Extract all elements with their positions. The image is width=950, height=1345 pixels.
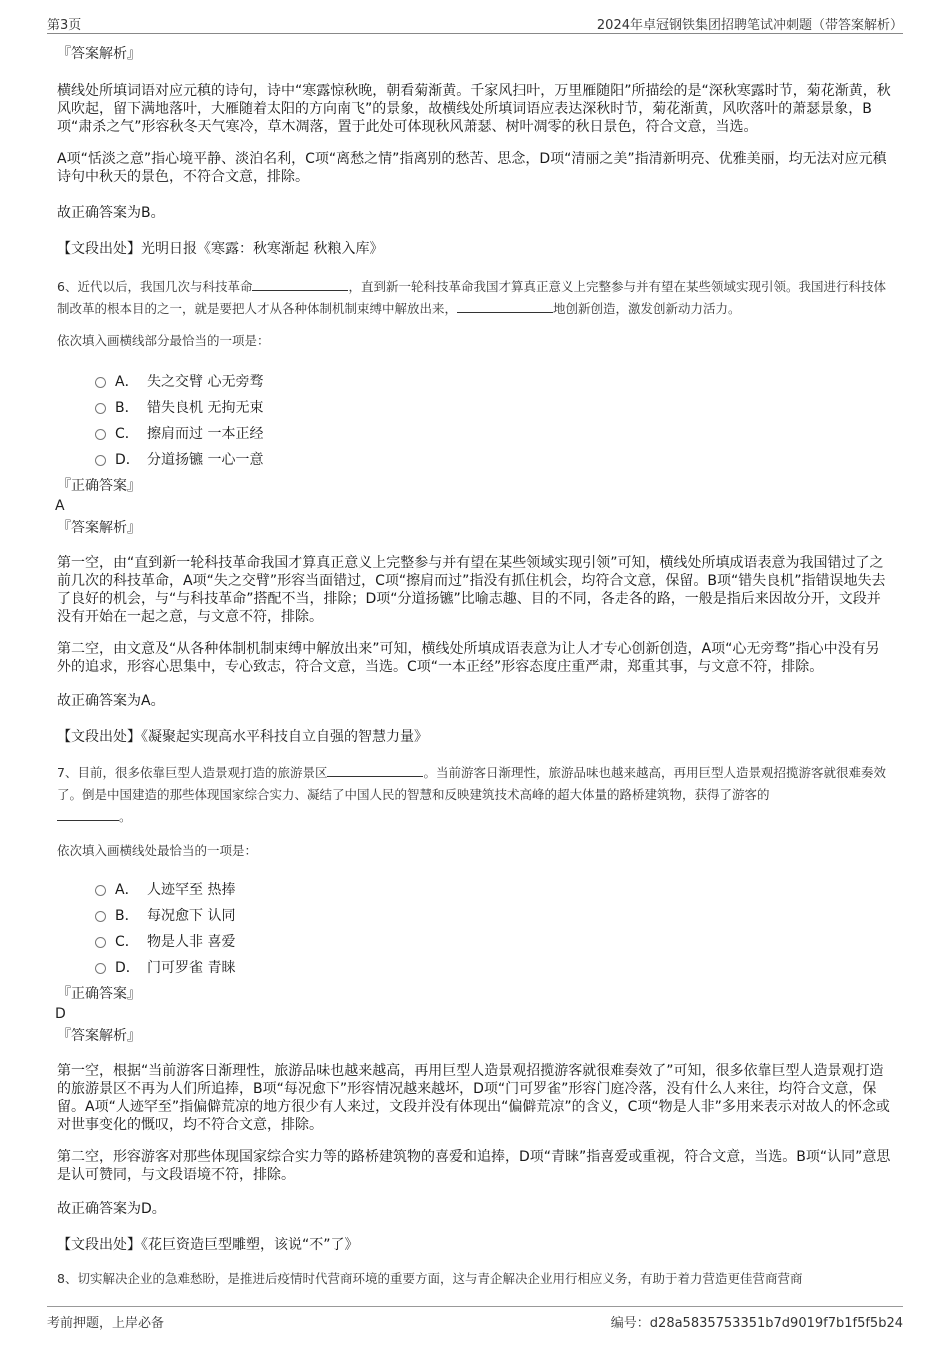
header-divider <box>47 33 903 34</box>
document-id: 编号：d28a5835753351b7d9019f7b1f5f5b24 <box>610 1316 903 1331</box>
correct-answer: D <box>55 1006 66 1022</box>
question-prompt: 依次填入画横线部分最恰当的一项是： <box>57 333 270 348</box>
correct-answer: A <box>55 498 65 514</box>
analysis-label: 『答案解析』 <box>57 520 141 536</box>
option-c[interactable]: C． 物是人非 喜爱 <box>95 928 892 954</box>
analysis-paragraph: 第一空，根据“当前游客日渐理性，旅游品味也越来越高，再用巨型人造景观招揽游客就很难奏效了”可知，很多依靠巨型人造景观打造的旅游景区不再为人们所追捧，B项“每况愈下”形容情况越来越坏，D项“门可罗雀”形容门庭冷落，没有什么人来往，均符合文意，保留。A项“人迹罕至”指偏僻荒凉的地方很少有人来过，文段并没有体现出“偏僻荒凉”的含义，C项“物是人非”多用来表示对故人的怀念或对世事变化的慨叹，均不符合文意，排除。 <box>57 1063 890 1133</box>
analysis-paragraph: 横线处所填词语对应元稹的诗句，诗中“寒露惊秋晚，朝看菊渐黄。千家风扫叶，万里雁随阳”所描绘的是“深秋寒露时节，菊花渐黄，秋风吹起，留下满地落叶，大雁随着太阳的方向南飞”的景象，故横线处所填词语应表达深秋时节，菊花渐黄，风吹落叶的萧瑟景象，B项“肃杀之气”形容秋冬天气寒冷，草木凋落，置于此处可体现秋风萧瑟、树叶凋零的秋日景色，符合文意，当选。 <box>57 83 891 135</box>
analysis-paragraph: 第二空，形容游客对那些体现国家综合实力等的路桥建筑物的喜爱和追捧，D项“青睐”指喜爱或重视，符合文意，当选。B项“认同”意思是认可赞同，与文段语境不符，排除。 <box>57 1149 891 1183</box>
option-list <box>95 876 892 980</box>
analysis-paragraph: 第二空，由文意及“从各种体制机制束缚中解放出来”可知，横线处所填成语表意为让人才专心创新创造，A项“心无旁骛”指心中没有另外的追求，形容心思集中，专心致志，符合文意，当选。C项“一本正经”形容态度庄重严肃，郑重其事，与文意不符，排除。 <box>57 641 880 675</box>
analysis-paragraph: A项“恬淡之意”指心境平静、淡泊名利，C项“离愁之情”指离别的愁苦、思念，D项“清丽之美”指清新明亮、优雅美丽，均无法对应元稹诗句中秋天的景色，不符合文意，排除。 <box>57 151 887 185</box>
option-b[interactable]: B． 每况愈下 认同 <box>95 902 892 928</box>
source-citation: 【文段出处】光明日报《寒露：秋寒渐起 秋粮入库》 <box>57 241 384 257</box>
option-d[interactable]: D． 门可罗雀 青睐 <box>95 954 892 980</box>
conclusion: 故正确答案为B。 <box>57 205 165 221</box>
radio-icon[interactable] <box>95 963 106 974</box>
analysis-paragraph: 第一空，由“直到新一轮科技革命我国才算真正意义上完整参与并有望在某些领域实现引领”可知，横线处所填成语表意为我国错过了之前几次的科技革命，A项“失之交臂”形容当面错过，C项“擦肩而过”指没有抓住机会，均符合文意，保留。B项“错失良机”指错误地失去了良好的机会，与“与科技革命”搭配不当，排除；D项“分道扬镳”比喻志趣、目的不同，各走各的路，一般是指后来因故分开，文段并没有开始在一起之意，与文意不符，排除。 <box>57 555 886 625</box>
page-number: 第3页 <box>47 18 82 33</box>
question-stem: 6、近代以后，我国几次与科技革命 ，直到新一轮科技革命我国才算真正意义上完整参与并有望在某些领域实现引领。我国进行科技体制改革的根本目的之一，就是要把人才从各种体制机制束缚中解放出来， 地创新创造，激发创新动力活力。 <box>57 279 886 316</box>
option-list <box>95 368 892 472</box>
option-a[interactable]: A． 失之交臂 心无旁骛 <box>95 368 892 394</box>
question-stem: 7、目前，很多依靠巨型人造景观打造的旅游景区 。当前游客日渐理性，旅游品味也越来越高，再用巨型人造景观招揽游客就很难奏效了。倒是中国建造的那些体现国家综合实力、凝结了中国人民的智慧和反映建筑技术高峰的超大体量的路桥建筑物，获得了游客的 。 <box>57 765 886 824</box>
radio-icon[interactable] <box>95 403 106 414</box>
option-b[interactable]: B． 错失良机 无拘无束 <box>95 394 892 420</box>
radio-icon[interactable] <box>95 377 106 388</box>
radio-icon[interactable] <box>95 885 106 896</box>
fill-blank <box>457 300 553 313</box>
radio-icon[interactable] <box>95 429 106 440</box>
option-a[interactable]: A． 人迹罕至 热捧 <box>95 876 892 902</box>
radio-icon[interactable] <box>95 911 106 922</box>
analysis-label: 『答案解析』 <box>57 1028 141 1044</box>
analysis-label: 『答案解析』 <box>57 46 141 62</box>
conclusion: 故正确答案为A。 <box>57 693 165 709</box>
radio-icon[interactable] <box>95 455 106 466</box>
option-c[interactable]: C． 擦肩而过 一本正经 <box>95 420 892 446</box>
fill-blank <box>252 278 348 291</box>
footer-divider <box>47 1306 903 1307</box>
source-citation: 【文段出处】《凝聚起实现高水平科技自立自强的智慧力量》 <box>57 729 428 745</box>
fill-blank <box>57 808 119 821</box>
fill-blank <box>327 764 423 777</box>
page-header <box>0 0 950 36</box>
footer-slogan: 考前押题，上岸必备 <box>47 1316 165 1331</box>
answer-label: 『正确答案』 <box>57 478 141 494</box>
conclusion: 故正确答案为D。 <box>57 1201 166 1217</box>
answer-label: 『正确答案』 <box>57 986 141 1002</box>
option-d[interactable]: D． 分道扬镳 一心一意 <box>95 446 892 472</box>
question-stem-partial: 8、切实解决企业的急难愁盼，是推进后疫情时代营商环境的重要方面，这与青企解决企业用行相应义务，有助于着力营造更佳营商营商 <box>57 1271 803 1286</box>
question-prompt: 依次填入画横线处最恰当的一项是： <box>57 843 258 858</box>
radio-icon[interactable] <box>95 937 106 948</box>
document-title: 2024年卓冠钢铁集团招聘笔试冲刺题（带答案解析） <box>596 18 903 33</box>
document-body <box>57 44 892 1294</box>
source-citation: 【文段出处】《花巨资造巨型雕塑，该说“不”了》 <box>57 1237 359 1253</box>
